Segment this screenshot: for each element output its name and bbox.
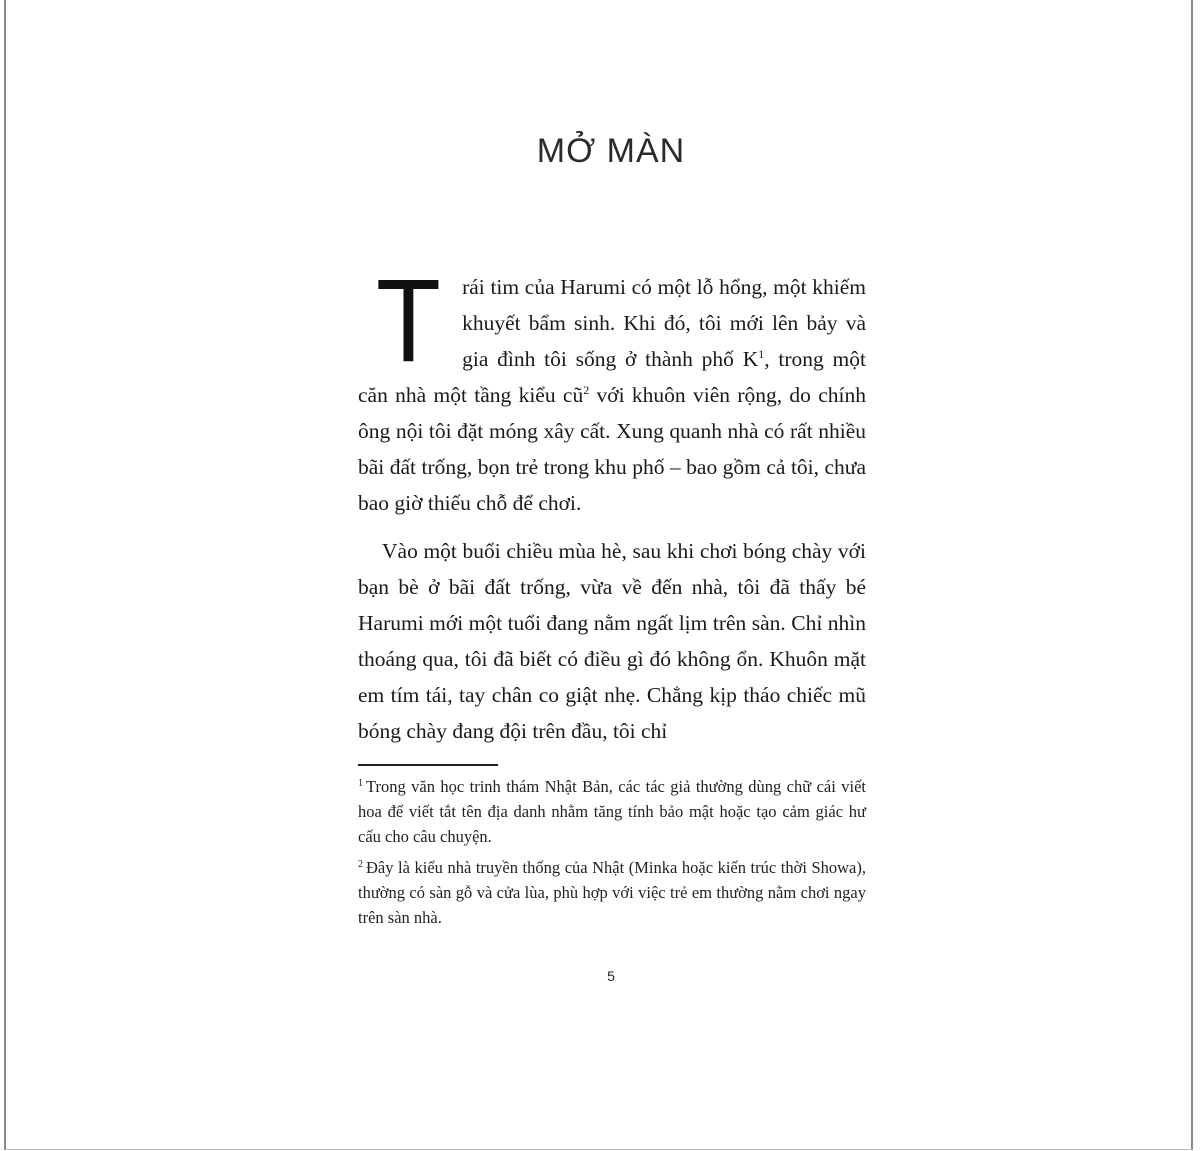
- footnote-divider: [358, 764, 498, 766]
- paragraph-1-text-c: với khuôn viên rộng, do chính ông nội tôi đặt móng xây cất. Xung quanh nhà có rất nhiều bãi đất trống, bọn trẻ trong khu phố – bao gồm cả tôi, chưa bao giờ thiếu chỗ để chơi.: [358, 383, 866, 515]
- paragraph-1: [358, 255, 866, 521]
- body-text: [358, 255, 866, 749]
- drop-cap: T: [376, 255, 441, 387]
- footnote-1: [358, 774, 866, 849]
- footnote-ref-2[interactable]: 2: [583, 382, 590, 397]
- footnotes: [358, 774, 866, 936]
- page-number: 5: [607, 968, 615, 984]
- footnote-1-text: Trong văn học trinh thám Nhật Bản, các tác giả thường dùng chữ cái viết hoa để viết tắt tên địa danh nhằm tăng tính bảo mật hoặc tạo cảm giác hư cấu cho câu chuyện.: [358, 777, 866, 846]
- chapter-title: MỞ MÀN: [536, 132, 686, 170]
- paragraph-2: Vào một buổi chiều mùa hè, sau khi chơi bóng chày với bạn bè ở bãi đất trống, vừa về đến nhà, tôi đã thấy bé Harumi mới một tuổi đang nằm ngất lịm trên sàn. Chỉ nhìn thoáng qua, tôi đã biết có điều gì đó không ổn. Khuôn mặt em tím tái, tay chân co giật nhẹ. Chẳng kịp tháo chiếc mũ bóng chày đang đội trên đầu, tôi chỉ: [358, 539, 866, 743]
- footnote-ref-1[interactable]: 1: [758, 346, 765, 361]
- footnote-2-text: Đây là kiểu nhà truyền thống của Nhật (Minka hoặc kiến trúc thời Showa), thường có sàn gỗ và cửa lùa, phù hợp với việc trẻ em thường nằm chơi ngay trên sàn nhà.: [358, 858, 866, 927]
- paragraph-1-text-b: , trong một căn nhà một tầng kiểu cũ: [358, 347, 866, 407]
- paragraph-1-text-a: rái tim của Harumi có một lỗ hổng, một khiếm khuyết bẩm sinh. Khi đó, tôi mới lên bảy và gia đình tôi sống ở thành phố K: [462, 275, 866, 371]
- footnote-2-number: 2: [358, 858, 363, 870]
- footnote-2: [358, 855, 866, 930]
- footnote-1-number: 1: [358, 777, 363, 789]
